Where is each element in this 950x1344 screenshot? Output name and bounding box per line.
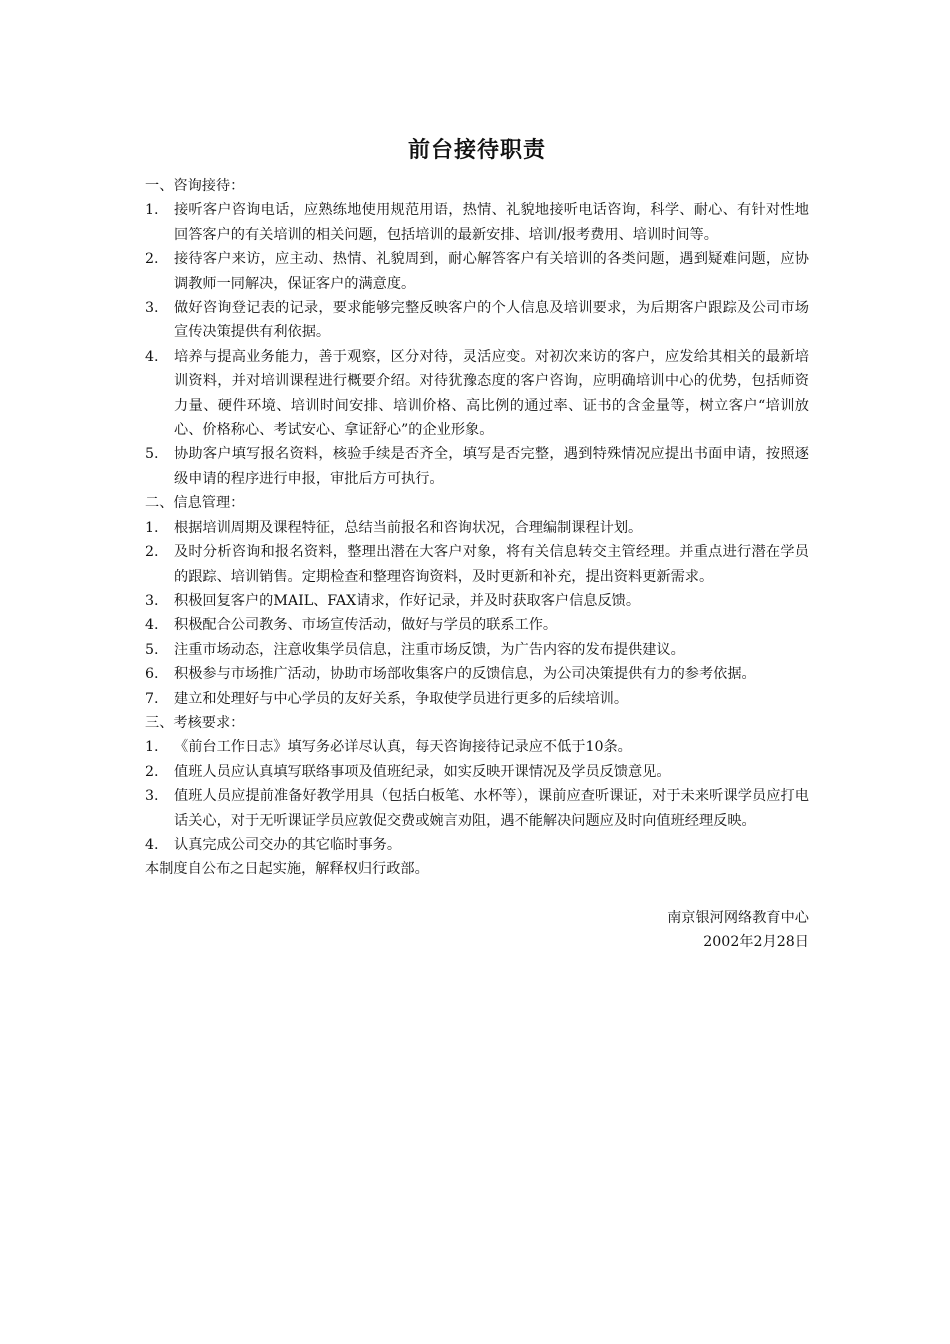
item-text: 做好咨询登记表的记录，要求能够完整反映客户的个人信息及培训要求，为后期客户跟踪及公司市场宣传决策提供有利依据。 <box>174 300 809 341</box>
list-item <box>145 296 809 345</box>
list-item <box>145 687 809 711</box>
item-number: 3. <box>145 592 159 609</box>
item-text: 积极参与市场推广活动，协助市场部收集客户的反馈信息，为公司决策提供有力的参考依据。 <box>174 666 756 683</box>
item-number: 1. <box>145 519 159 536</box>
list-item <box>145 784 809 833</box>
section-heading: 一、咨询接待： <box>145 178 245 194</box>
item-number: 1. <box>145 202 159 219</box>
item-text: 认真完成公司交办的其它临时事务。 <box>174 836 402 853</box>
item-text: 值班人员应认真填写联络事项及值班纪录，如实反映开课情况及学员反馈意见。 <box>174 763 671 780</box>
section-assessment <box>145 711 809 857</box>
list-item <box>145 442 809 491</box>
item-number: 2. <box>145 544 159 561</box>
item-text: 接听客户咨询电话，应熟练地使用规范用语，热情、礼貌地接听电话咨询，科学、耐心、有针对性地回答客户的有关培训的相关问题，包括培训的最新安排、培训/报考费用、培训时间等。 <box>174 202 809 243</box>
list-item <box>145 833 809 857</box>
list-item <box>145 198 809 247</box>
document-page <box>145 132 809 955</box>
section-heading: 二、信息管理： <box>145 495 245 512</box>
section-heading: 三、考核要求： <box>145 714 245 731</box>
item-text: 值班人员应提前准备好教学用具（包括白板笔、水杯等），课前应查听课证，对于未来听课学员应打电话关心，对于无听课证学员应敦促交费或婉言劝阻，遇不能解决问题应及时向值班经理反映。 <box>174 788 809 829</box>
item-number: 4. <box>145 348 159 365</box>
item-number: 3. <box>145 788 159 805</box>
list-item <box>145 662 809 686</box>
section-information-management <box>145 491 809 711</box>
document-date: 2002年2月28日 <box>703 934 809 951</box>
item-number: 2. <box>145 251 159 268</box>
list-item <box>145 247 809 296</box>
item-text: 《前台工作日志》填写务必详尽认真，每天咨询接待记录应不低于10条。 <box>174 739 632 756</box>
item-text: 积极回复客户的MAIL、FAX请求，作好记录，并及时获取客户信息反馈。 <box>174 592 641 609</box>
signature-block <box>145 906 809 955</box>
item-text: 根据培训周期及课程特征，总结当前报名和咨询状况，合理编制课程计划。 <box>174 519 643 536</box>
list-item <box>145 589 809 613</box>
item-number: 4. <box>145 617 159 634</box>
item-text: 积极配合公司教务、市场宣传活动，做好与学员的联系工作。 <box>174 617 558 634</box>
item-number: 1. <box>145 739 159 756</box>
section-consultation <box>145 174 809 491</box>
list-item <box>145 516 809 540</box>
item-text: 接待客户来访，应主动、热情、礼貌周到，耐心解答客户有关培训的各类问题，遇到疑难问题，应协调教师一同解决，保证客户的满意度。 <box>174 251 809 292</box>
item-number: 2. <box>145 763 159 780</box>
item-text: 及时分析咨询和报名资料，整理出潜在大客户对象，将有关信息转交主管经理。并重点进行潜在学员的跟踪、培训销售。定期检查和整理咨询资料，及时更新和补充，提出资料更新需求。 <box>174 544 809 585</box>
list-item <box>145 613 809 637</box>
list-item <box>145 345 809 443</box>
item-text: 注重市场动态，注意收集学员信息，注重市场反馈，为广告内容的发布提供建议。 <box>174 641 685 658</box>
list-item <box>145 540 809 589</box>
item-number: 7. <box>145 690 159 707</box>
item-text: 培养与提高业务能力，善于观察，区分对待，灵活应变。对初次来访的客户，应发给其相关的最新培训资料，并对培训课程进行概要介绍。对待犹豫态度的客户咨询，应明确培训中心的优势，包括师资力量、硬件环境、培训时间安排、培训价格、高比例的通过率、证书的含金量等，树立客户“培训放心、价格称心、考试安心、拿证舒心”的企业形象。 <box>174 348 809 439</box>
closing-statement: 本制度自公布之日起实施，解释权归行政部。 <box>145 861 429 878</box>
item-number: 5. <box>145 641 159 658</box>
item-text: 协助客户填写报名资料，核验手续是否齐全，填写是否完整，遇到特殊情况应提出书面申请，按照逐级申请的程序进行申报，审批后方可执行。 <box>174 446 809 487</box>
item-text: 建立和处理好与中心学员的友好关系，争取使学员进行更多的后续培训。 <box>174 690 629 707</box>
item-number: 4. <box>145 836 159 853</box>
list-item <box>145 760 809 784</box>
item-number: 6. <box>145 666 159 683</box>
list-item <box>145 735 809 759</box>
list-item <box>145 638 809 662</box>
document-title: 前台接待职责 <box>407 138 546 163</box>
organization-name: 南京银河网络教育中心 <box>667 909 809 926</box>
item-number: 3. <box>145 300 159 317</box>
item-number: 5. <box>145 446 159 463</box>
